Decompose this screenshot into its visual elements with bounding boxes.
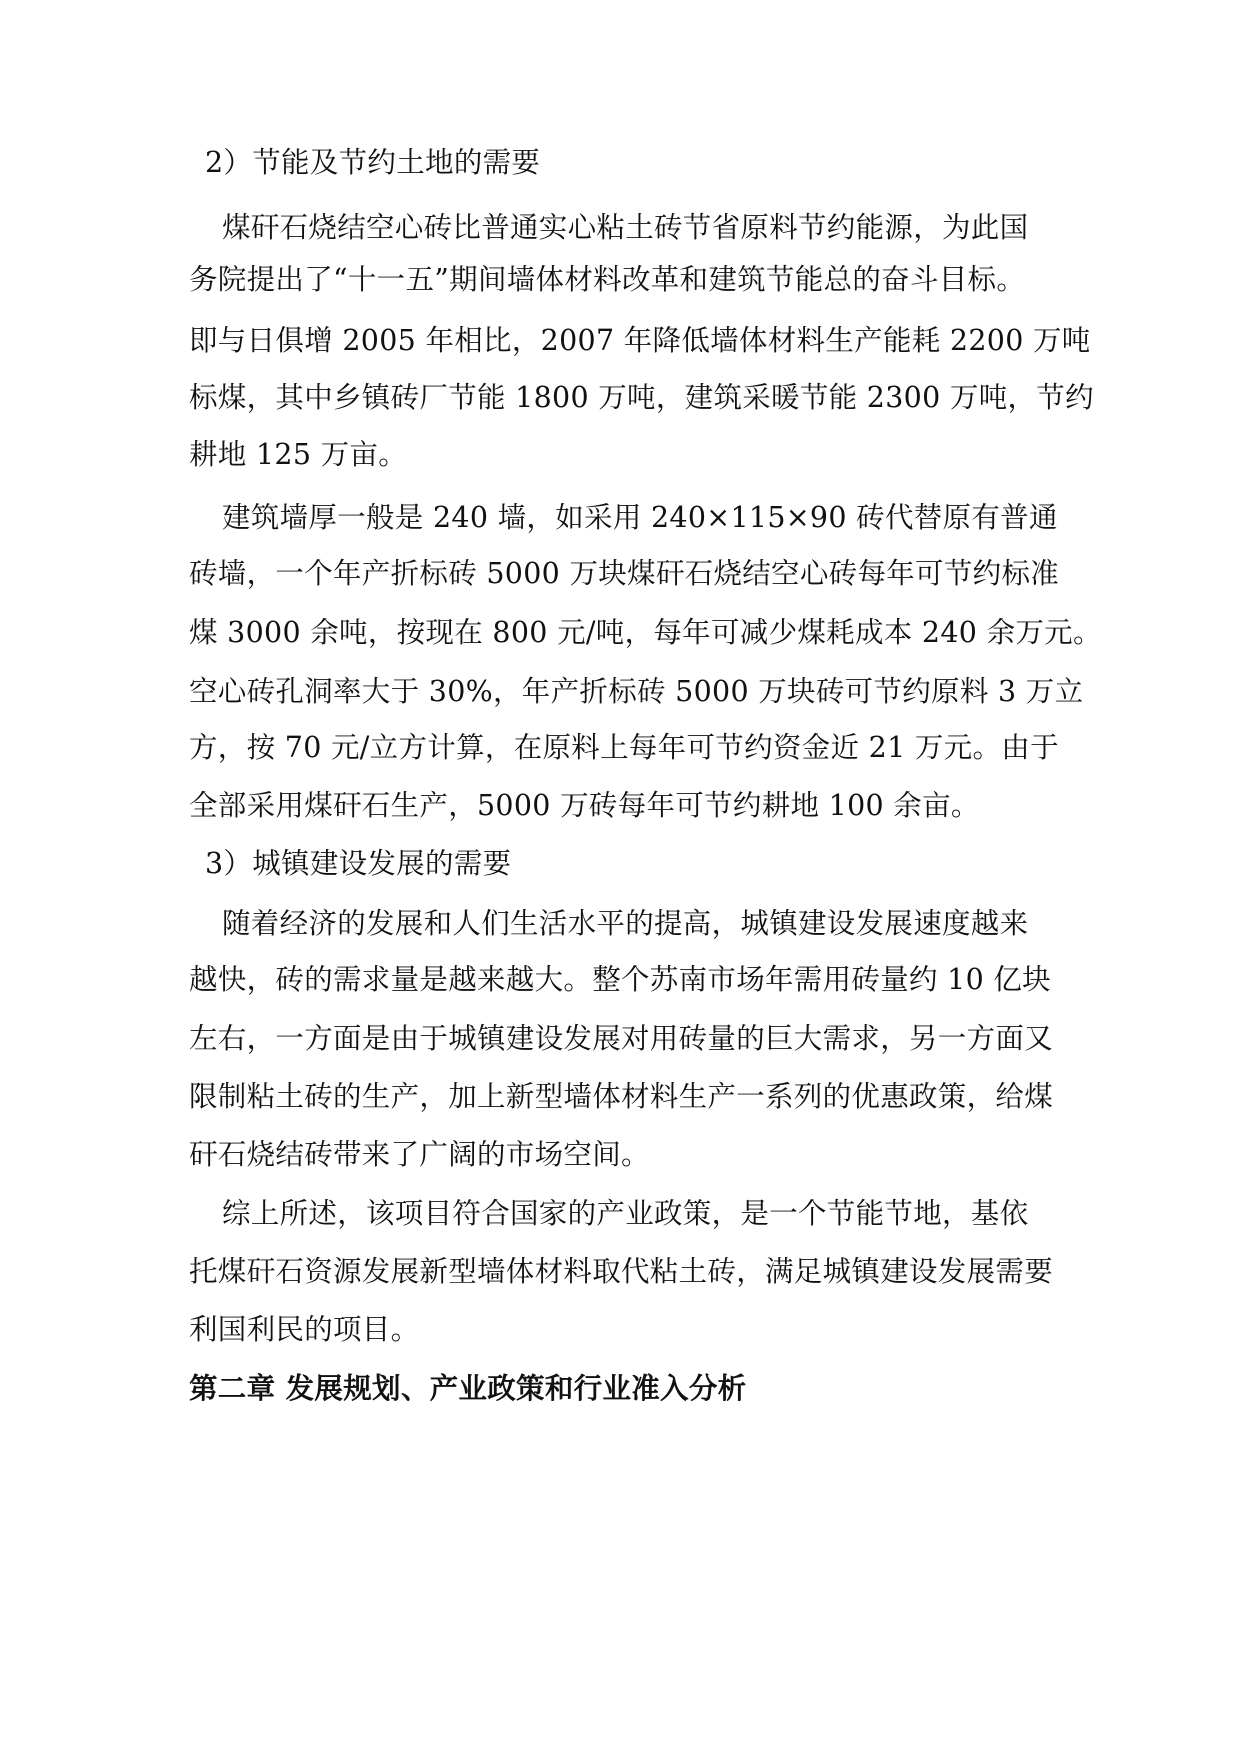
paragraph-line: 随着经济的发展和人们生活水平的提高，城镇建设发展速度越来: [222, 907, 1029, 940]
paragraph-line: 空心砖孔洞率大于 30%，年产折标砖 5000 万块砖可节约原料 3 万立: [189, 675, 1084, 708]
paragraph-line: 即与日俱增 2005 年相比，2007 年降低墙体材料生产能耗 2200 万吨: [189, 324, 1091, 357]
paragraph-line: 方，按 70 元/立方计算，在原料上每年可节约资金近 21 万元。由于: [189, 731, 1059, 764]
subsection-heading-urban-development: 3）城镇建设发展的需要: [205, 847, 512, 880]
subsection-heading-energy-land: 2）节能及节约土地的需要: [205, 146, 541, 179]
paragraph-line: 越快，砖的需求量是越来越大。整个苏南市场年需用砖量约 10 亿块: [189, 963, 1051, 996]
paragraph-line: 托煤矸石资源发展新型墙体材料取代粘土砖，满足城镇建设发展需要: [189, 1255, 1054, 1288]
paragraph-line: 建筑墙厚一般是 240 墙，如采用 240×115×90 砖代替原有普通: [222, 501, 1058, 534]
chapter-heading: 第二章 发展规划、产业政策和行业准入分析: [189, 1372, 747, 1405]
paragraph-line: 限制粘土砖的生产，加上新型墙体材料生产一系列的优惠政策，给煤: [189, 1080, 1054, 1113]
paragraph-line: 矸石烧结砖带来了广阔的市场空间。: [189, 1138, 650, 1171]
paragraph-line: 耕地 125 万亩。: [189, 438, 408, 471]
paragraph-line: 标煤，其中乡镇砖厂节能 1800 万吨，建筑采暖节能 2300 万吨，节约: [189, 381, 1094, 414]
paragraph-line: 全部采用煤矸石生产，5000 万砖每年可节约耕地 100 余亩。: [189, 789, 980, 822]
paragraph-line: 煤矸石烧结空心砖比普通实心粘土砖节省原料节约能源，为此国: [222, 211, 1029, 244]
paragraph-line: 煤 3000 余吨，按现在 800 元/吨，每年可减少煤耗成本 240 余万元。: [189, 616, 1102, 649]
paragraph-line: 务院提出了“十一五”期间墙体材料改革和建筑节能总的奋斗目标。: [189, 263, 1026, 296]
paragraph-line: 利国利民的项目。: [189, 1313, 420, 1346]
paragraph-line: 综上所述，该项目符合国家的产业政策，是一个节能节地，基依: [222, 1197, 1029, 1230]
paragraph-line: 左右，一方面是由于城镇建设发展对用砖量的巨大需求，另一方面又: [189, 1022, 1054, 1055]
paragraph-line: 砖墙，一个年产折标砖 5000 万块煤矸石烧结空心砖每年可节约标准: [189, 557, 1060, 590]
